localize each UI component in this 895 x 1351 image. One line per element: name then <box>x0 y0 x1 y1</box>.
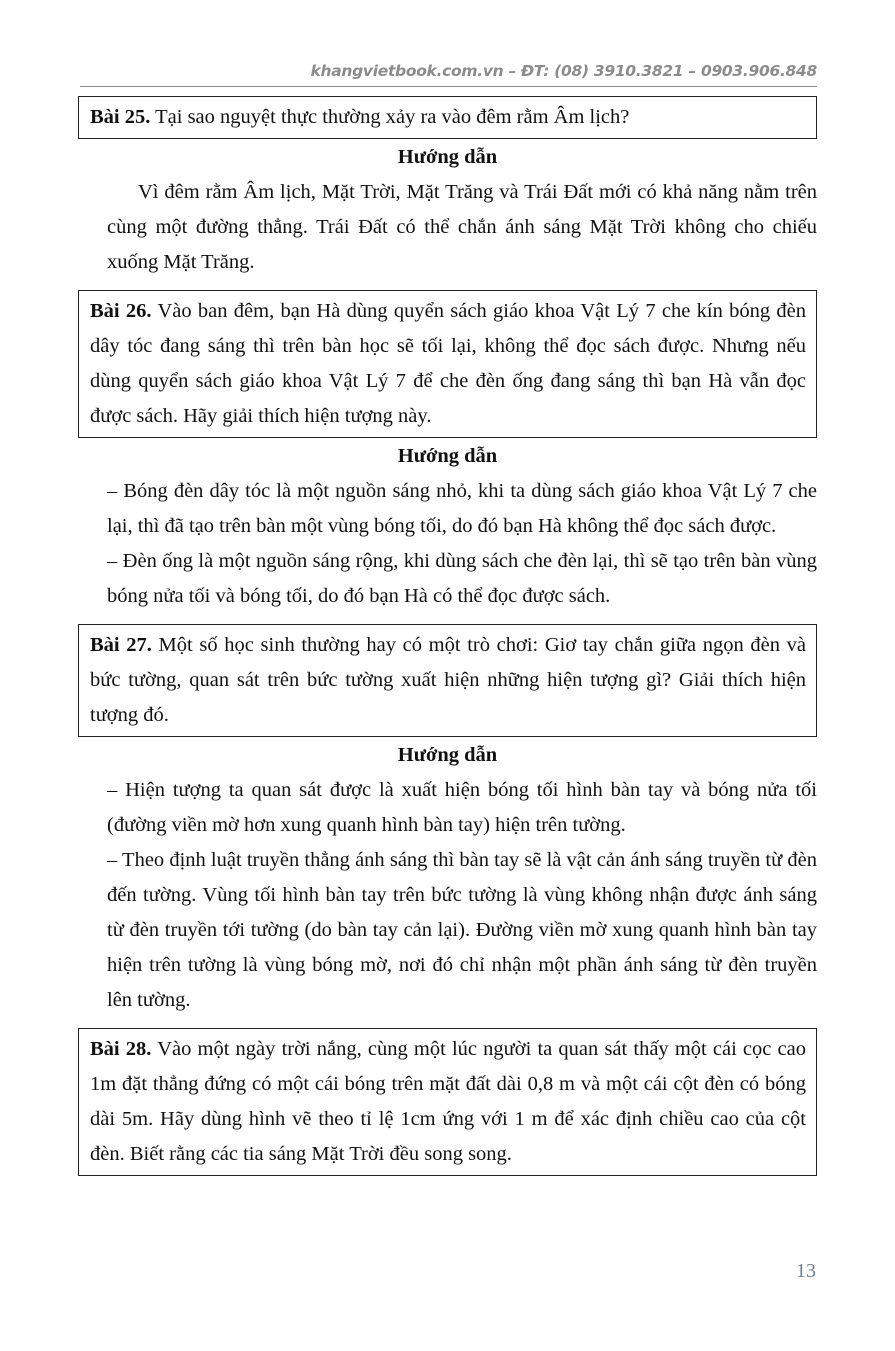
page-number: 13 <box>796 1260 816 1282</box>
exercise-25-box <box>78 96 817 139</box>
exercise-26-answer-2: – Đèn ống là một nguồn sáng rộng, khi dùng sách che đèn lại, thì sẽ tạo trên bàn vùng bóng nửa tối và bóng tối, do đó bạn Hà có thể đọc được sách. <box>107 550 817 607</box>
exercise-28-label: Bài 28. <box>90 1038 152 1060</box>
exercise-25-guide-title: Hướng dẫn <box>397 146 498 168</box>
exercise-26-answer-1: – Bóng đèn dây tóc là một nguồn sáng nhỏ, khi ta dùng sách giáo khoa Vật Lý 7 che lại, thì đã tạo trên bàn một vùng bóng tối, do đó bạn Hà không thể đọc sách được. <box>107 480 817 537</box>
exercise-25-answer: Vì đêm rằm Âm lịch, Mặt Trời, Mặt Trăng và Trái Đất mới có khả năng nằm trên cùng một đường thẳng. Trái Đất có thể chắn ánh sáng Mặt Trời không cho chiếu xuống Mặt Trăng. <box>107 181 817 273</box>
exercise-25-label: Bài 25. <box>90 106 151 128</box>
page-content <box>78 96 817 1176</box>
exercise-26-question: Vào ban đêm, bạn Hà dùng quyển sách giáo khoa Vật Lý 7 che kín bóng đèn dây tóc đang sáng thì trên bàn học sẽ tối lại, không thể đọc sách được. Nhưng nếu dùng quyển sách giáo khoa Vật Lý 7 để che đèn ống đang sáng thì bạn Hà vẫn đọc được sách. Hãy giải thích hiện tượng này. <box>90 300 806 427</box>
exercise-25-question: Tại sao nguyệt thực thường xảy ra vào đêm rằm Âm lịch? <box>150 106 630 128</box>
exercise-27-label: Bài 27. <box>90 634 152 656</box>
exercise-27-box <box>78 624 817 737</box>
exercise-26-guide-title: Hướng dẫn <box>397 445 498 467</box>
exercise-27-question: Một số học sinh thường hay có một trò chơi: Giơ tay chắn giữa ngọn đèn và bức tường, quan sát trên bức tường xuất hiện những hiện tượng gì? Giải thích hiện tượng đó. <box>90 634 806 726</box>
exercise-26-box <box>78 290 817 438</box>
exercise-26-label: Bài 26. <box>90 300 152 322</box>
exercise-28-box <box>78 1028 817 1176</box>
exercise-27-guide-title: Hướng dẫn <box>397 744 498 766</box>
page-header <box>80 60 817 87</box>
exercise-27-answer-2: – Theo định luật truyền thẳng ánh sáng thì bàn tay sẽ là vật cản ánh sáng truyền từ đèn đến tường. Vùng tối hình bàn tay trên bức tường là vùng không nhận được ánh sáng từ đèn truyền tới tường (do bàn tay cản lại). Đường viền mờ xung quanh hình bàn tay hiện trên tường là vùng bóng mờ, nơi đó chỉ nhận một phần ánh sáng từ đèn truyền lên tường. <box>107 849 817 1011</box>
header-contact-text: khangvietbook.com.vn – ĐT: (08) 3910.3821 – 0903.906.848 <box>310 62 817 80</box>
exercise-27-answer-1: – Hiện tượng ta quan sát được là xuất hiện bóng tối hình bàn tay và bóng nửa tối (đường viền mờ hơn xung quanh hình bàn tay) hiện trên tường. <box>107 779 817 836</box>
exercise-28-question: Vào một ngày trời nắng, cùng một lúc người ta quan sát thấy một cái cọc cao 1m đặt thẳng đứng có một cái bóng trên mặt đất dài 0,8 m và một cái cột đèn có bóng dài 5m. Hãy dùng hình vẽ theo tỉ lệ 1cm ứng với 1 m để xác định chiều cao của cột đèn. Biết rằng các tia sáng Mặt Trời đều song song. <box>90 1038 806 1165</box>
